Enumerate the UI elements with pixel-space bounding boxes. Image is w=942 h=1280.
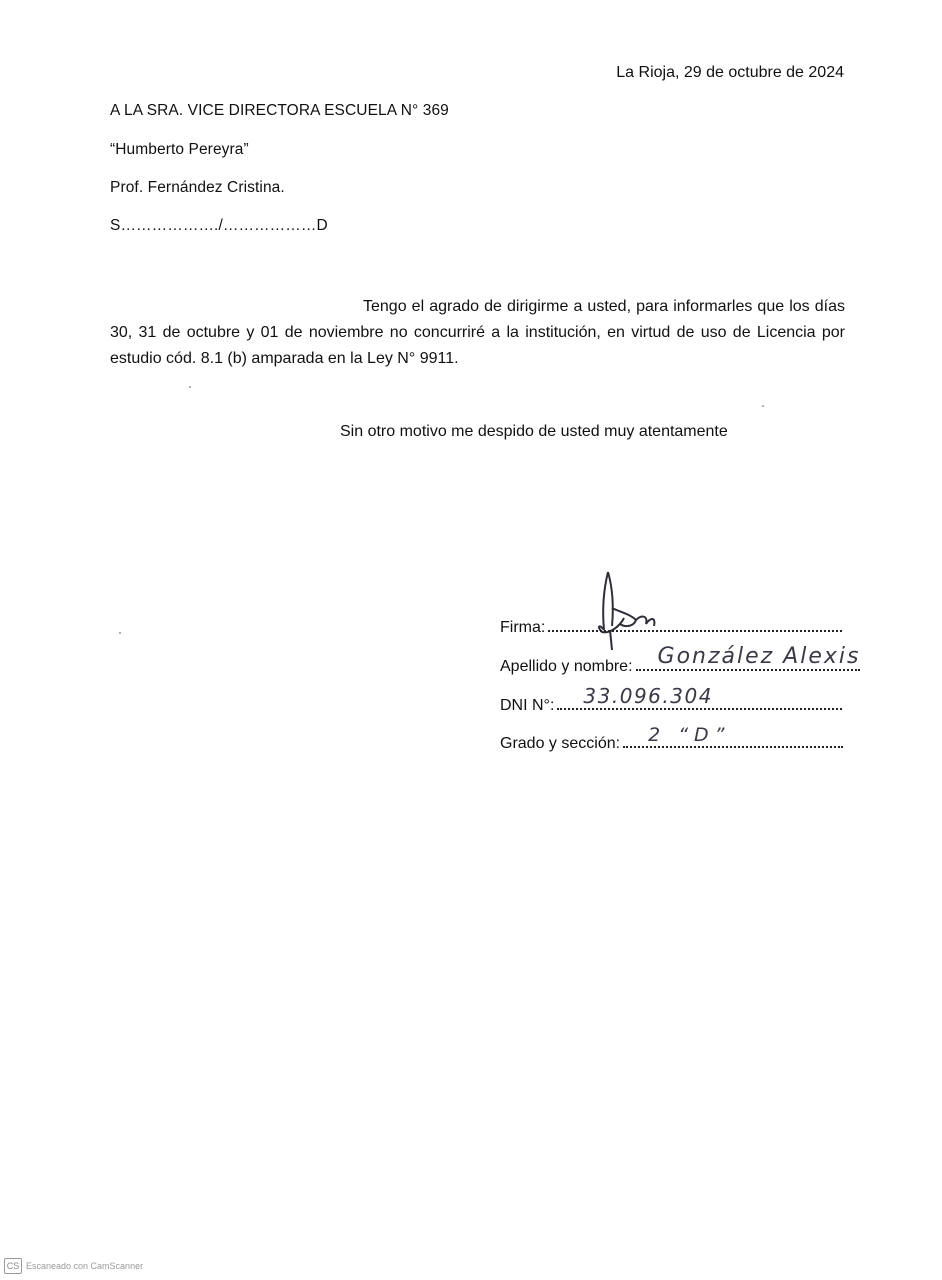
recipient-title: A LA SRA. VICE DIRECTORA ESCUELA N° 369 (110, 102, 449, 119)
camscanner-logo-icon: CS (4, 1258, 22, 1274)
recipient-name: Prof. Fernández Cristina. (110, 179, 285, 196)
salutation: S………………./………………D (110, 217, 328, 234)
firma-field (500, 618, 842, 637)
scanner-text: Escaneado con CamScanner (26, 1261, 144, 1271)
handwritten-signature (590, 568, 670, 650)
dni-field (500, 684, 842, 715)
scan-speck (762, 405, 764, 407)
school-name: “Humberto Pereyra” (110, 141, 249, 158)
dni-label: DNI N°: (500, 697, 555, 714)
apellido-nombre-value: González Alexis (657, 644, 861, 669)
grado-seccion-field (500, 724, 843, 753)
grado-seccion-label: Grado y sección: (500, 735, 621, 752)
dni-line (557, 684, 842, 710)
apellido-nombre-field (500, 644, 861, 676)
apellido-nombre-line (636, 644, 861, 671)
letter-body: Tengo el agrado de dirigirme a usted, para informarles que los días 30, 31 de octubre y 01 de noviembre no concurriré a la institución, en virtud de uso de Licencia por estudio cód. 8.1 (b) amparada en la Ley N° 9911. (110, 298, 845, 367)
scan-speck (189, 386, 191, 388)
scanner-watermark (4, 1258, 143, 1274)
grado-seccion-line (623, 724, 843, 748)
dni-value: 33.096.304 (583, 684, 713, 708)
firma-line (548, 618, 842, 632)
firma-label: Firma: (500, 619, 546, 636)
apellido-nombre-label: Apellido y nombre: (500, 658, 633, 675)
letter-closing: Sin otro motivo me despido de usted muy atentamente (340, 423, 728, 440)
letter-date: La Rioja, 29 de octubre de 2024 (616, 64, 844, 81)
grado-seccion-value: 2 “D” (648, 724, 731, 746)
scan-speck (119, 632, 121, 634)
